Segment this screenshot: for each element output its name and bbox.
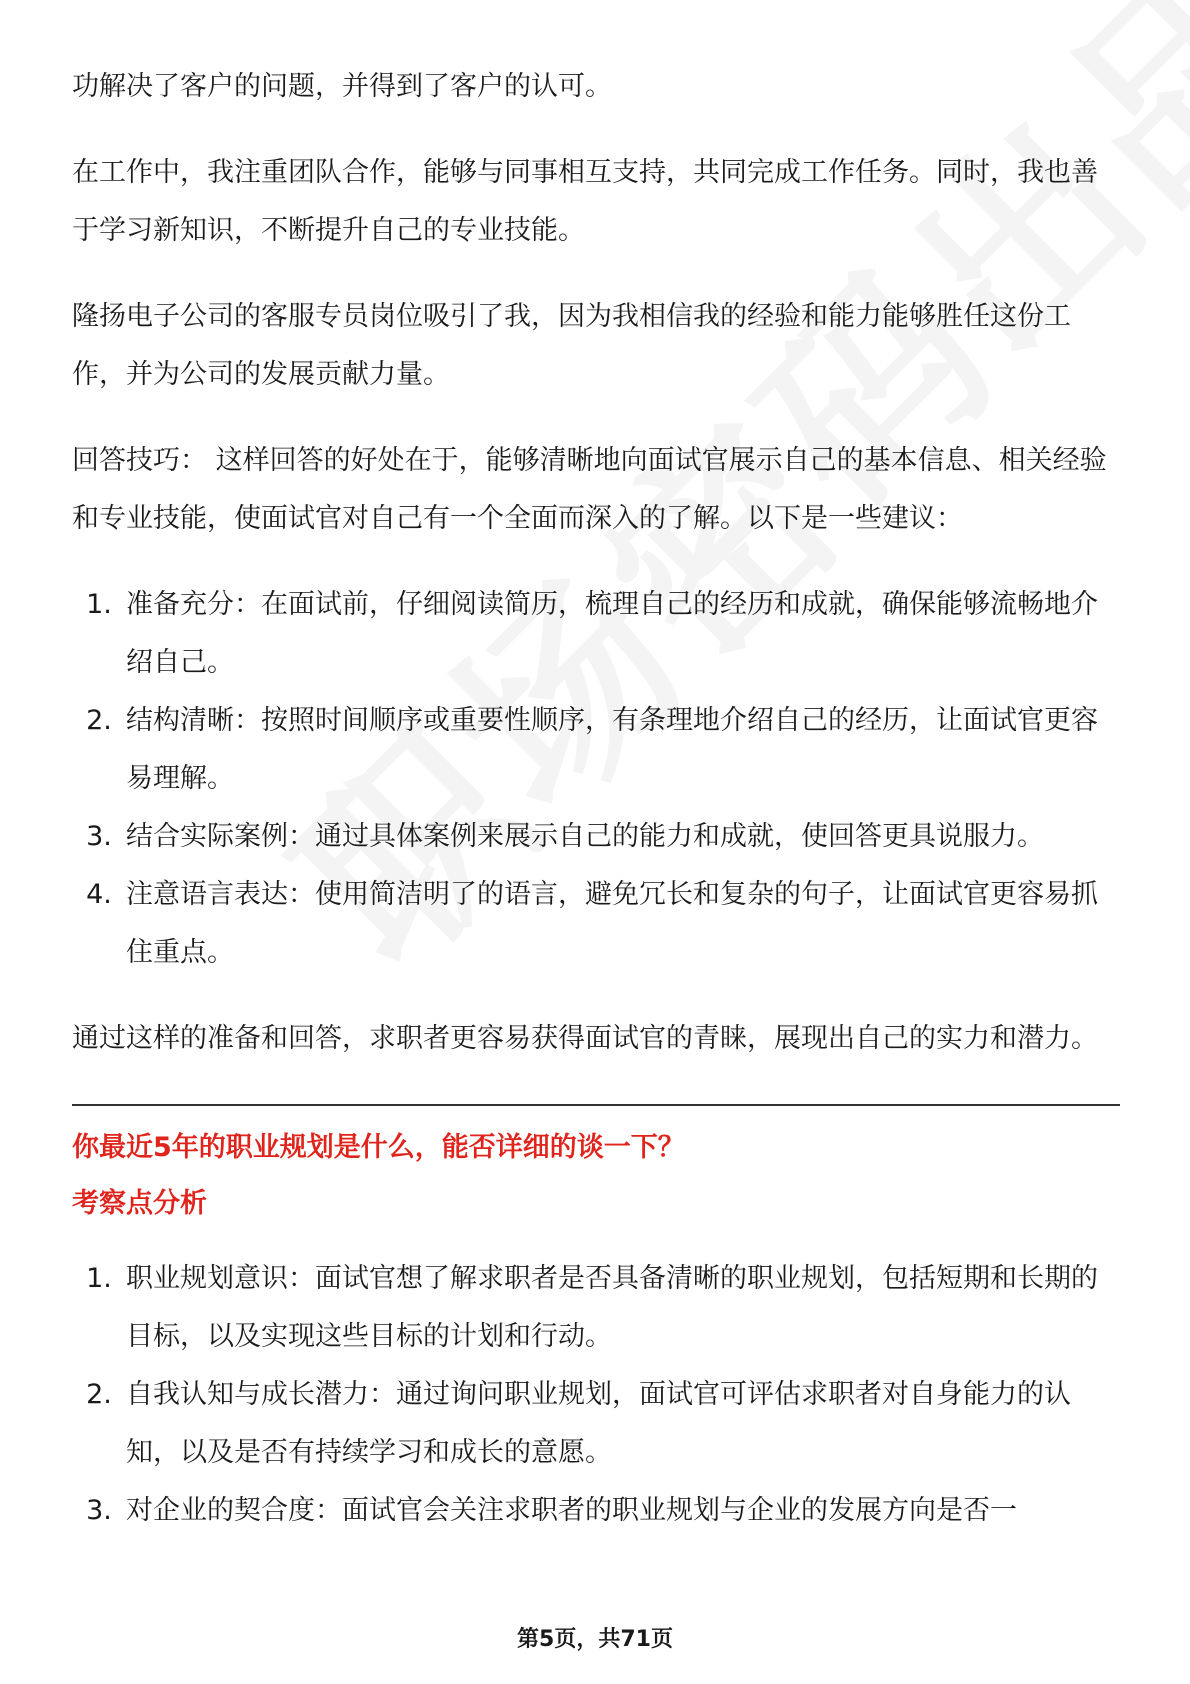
list-number: 4. (86, 879, 112, 910)
list-item-text: 结构清晰：按照时间顺序或重要性顺序，有条理地介绍自己的经历，让面试官更容易理解。 (126, 705, 1098, 794)
list-item-text: 自我认知与成长潜力：通过询问职业规划，面试官可评估求职者对自身能力的认知，以及是否有持续学习和成长的意愿。 (126, 1379, 1071, 1468)
list-number: 2. (86, 1379, 112, 1410)
list-number: 2. (86, 705, 112, 736)
question-subtitle: 考察点分析 (72, 1188, 207, 1219)
list-item (72, 692, 1120, 808)
analysis-list (72, 1250, 1120, 1540)
list-number: 1. (86, 589, 112, 620)
question-title: 你最近5年的职业规划是什么，能否详细的谈一下？ (72, 1132, 685, 1163)
closing-paragraph: 通过这样的准备和回答，求职者更容易获得面试官的青睐，展现出自己的实力和潜力。 (72, 1023, 1098, 1054)
list-item (72, 1482, 1120, 1540)
paragraph-answer-tips: 回答技巧： 这样回答的好处在于，能够清晰地向面试官展示自己的基本信息、相关经验和专业技能，使面试官对自己有一个全面而深入的了解。以下是一些建议： (72, 445, 1107, 534)
paragraph-3: 隆扬电子公司的客服专员岗位吸引了我，因为我相信我的经验和能力能够胜任这份工作，并为公司的发展贡献力量。 (72, 301, 1071, 390)
list-item-text: 准备充分：在面试前，仔细阅读简历，梳理自己的经历和成就，确保能够流畅地介绍自己。 (126, 589, 1098, 678)
list-item-text: 职业规划意识：面试官想了解求职者是否具备清晰的职业规划，包括短期和长期的目标，以及实现这些目标的计划和行动。 (126, 1263, 1098, 1352)
list-item (72, 1366, 1120, 1482)
list-item-text: 注意语言表达：使用简洁明了的语言，避免冗长和复杂的句子，让面试官更容易抓住重点。 (126, 879, 1098, 968)
list-number: 3. (86, 821, 112, 852)
list-item (72, 808, 1120, 866)
section-divider (72, 1104, 1120, 1106)
paragraph-1: 功解决了客户的问题，并得到了客户的认可。 (72, 71, 612, 102)
tips-list (72, 576, 1120, 982)
list-item (72, 866, 1120, 982)
page-content (72, 58, 1120, 1568)
list-item (72, 576, 1120, 692)
list-number: 3. (86, 1495, 112, 1526)
page-footer: 第5页，共71页 (517, 1627, 673, 1652)
paragraph-2: 在工作中，我注重团队合作，能够与同事相互支持，共同完成工作任务。同时，我也善于学习新知识，不断提升自己的专业技能。 (72, 157, 1098, 246)
list-item-text: 对企业的契合度：面试官会关注求职者的职业规划与企业的发展方向是否一 (126, 1495, 1017, 1526)
list-number: 1. (86, 1263, 112, 1294)
list-item-text: 结合实际案例：通过具体案例来展示自己的能力和成就，使回答更具说服力。 (126, 821, 1044, 852)
list-item (72, 1250, 1120, 1366)
